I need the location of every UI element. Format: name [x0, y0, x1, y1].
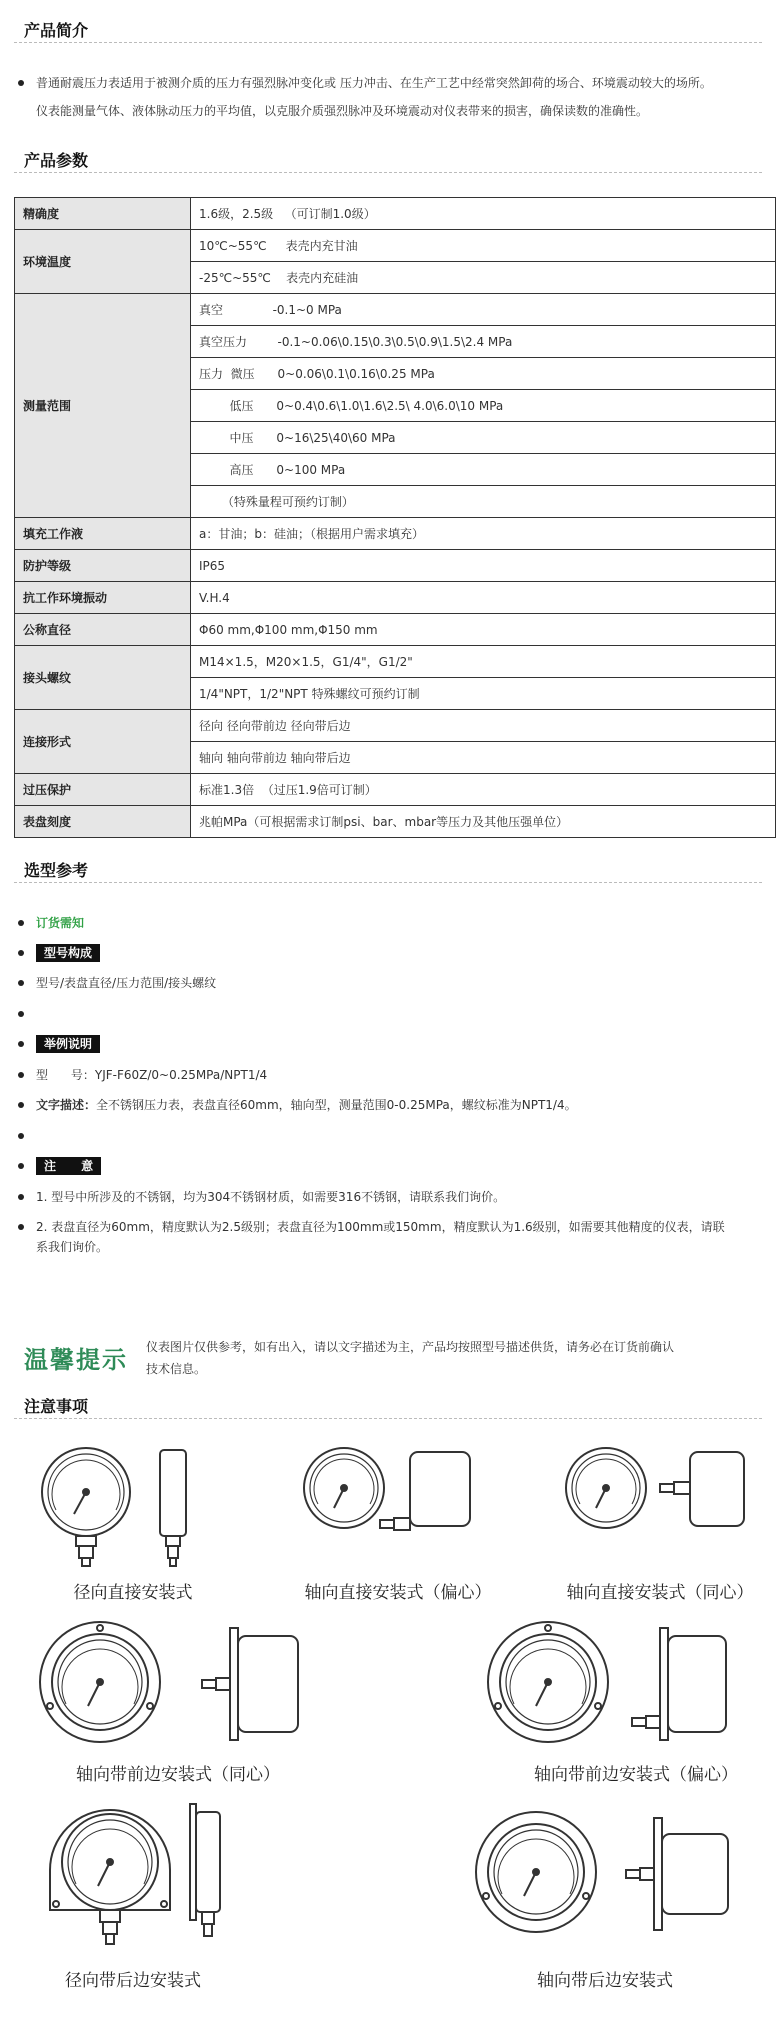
warm-tip — [14, 1330, 776, 1390]
bullet-icon — [18, 1224, 24, 1230]
param-value: IP65 — [191, 550, 776, 582]
intro-section-header — [14, 20, 762, 43]
table-row — [15, 806, 776, 838]
list-item — [18, 943, 758, 963]
table-row — [15, 294, 776, 326]
param-key: 表盘刻度 — [15, 806, 191, 838]
param-key: 接头螺纹 — [15, 646, 191, 710]
caption: 轴向直接安装式（偏心） — [304, 1583, 492, 1603]
param-value: 高压 0~100 MPa — [191, 454, 776, 486]
order-notice: 订货需知 — [36, 916, 85, 930]
caption: 轴向直接安装式（同心） — [566, 1583, 754, 1603]
params-title: 产品参数 — [24, 151, 89, 170]
caption: 轴向带后边安装式 — [537, 1971, 673, 1991]
param-value: 1.6级，2.5级 （可订制1.0级） — [191, 198, 776, 230]
model-label: 型号构成 — [36, 944, 100, 962]
bullet-icon — [18, 980, 24, 986]
example-label: 举例说明 — [36, 1035, 100, 1053]
list-item — [18, 1217, 758, 1257]
caption: 轴向带前边安装式（同心） — [76, 1765, 280, 1785]
note-2b: 系我们询价。 — [36, 1240, 109, 1254]
caption: 径向带后边安装式 — [65, 1971, 201, 1991]
selection-title: 选型参考 — [24, 861, 89, 880]
note-1: 1. 型号中所涉及的不锈钢，均为304不锈钢材质，如需要316不锈钢，请联系我们询价。 — [36, 1190, 506, 1204]
param-value: 真空压力 -0.1~0.06\0.15\0.3\0.5\0.9\1.5\2.4 MPa — [191, 326, 776, 358]
param-value: 标准1.3倍 （过压1.9倍可订制） — [191, 774, 776, 806]
param-key: 环境温度 — [15, 230, 191, 294]
bullet-icon — [18, 1011, 24, 1017]
notes-section-header — [14, 1396, 762, 1419]
note-2a: 2. 表盘直径为60mm，精度默认为2.5级别；表盘直径为100mm或150mm，精度默认为1.6级别，如需要其他精度的仪表，请联 — [36, 1220, 725, 1234]
table-row — [15, 710, 776, 742]
table-row — [15, 518, 776, 550]
table-row — [15, 198, 776, 230]
params-section-header — [14, 150, 762, 173]
model-text: 型号/表盘直径/压力范围/接头螺纹 — [36, 976, 217, 990]
param-value: 轴向 轴向带前边 轴向带后边 — [191, 742, 776, 774]
param-value: -25℃~55℃ 表壳内充硅油 — [191, 262, 776, 294]
warm-tip-line-1: 仪表图片仅供参考，如有出入，请以文字描述为主，产品均按照型号描述供货，请务必在订货前确认 — [146, 1340, 675, 1354]
notes-title: 注意事项 — [24, 1397, 89, 1416]
param-value: 径向 径向带前边 径向带后边 — [191, 710, 776, 742]
bullet-icon — [18, 1041, 24, 1047]
bullet-icon — [18, 1102, 24, 1108]
table-row — [15, 774, 776, 806]
note-label: 注 意 — [36, 1157, 101, 1175]
param-value: 压力 微压 0~0.06\0.1\0.16\0.25 MPa — [191, 358, 776, 390]
bullet-icon — [18, 1163, 24, 1169]
example-desc-label: 文字描述： — [36, 1098, 97, 1112]
warm-tip-title: 温馨提示 — [24, 1346, 128, 1374]
param-key: 测量范围 — [15, 294, 191, 518]
axial-front-flange-eccentric-diagram — [478, 1620, 738, 1750]
list-item — [18, 913, 758, 933]
table-row — [15, 646, 776, 678]
bullet-icon — [18, 950, 24, 956]
axial-direct-concentric-diagram — [560, 1440, 750, 1560]
bullet-icon — [18, 920, 24, 926]
table-row — [15, 582, 776, 614]
param-value: a：甘油；b：硅油；（根据用户需求填充） — [191, 518, 776, 550]
param-value: 低压 0~0.4\0.6\1.0\1.6\2.5\ 4.0\6.0\10 MPa — [191, 390, 776, 422]
bullet-icon — [18, 1194, 24, 1200]
param-key: 精确度 — [15, 198, 191, 230]
bullet-icon — [18, 1133, 24, 1139]
param-key: 连接形式 — [15, 710, 191, 774]
intro-line-2: 仪表能测量气体、液体脉动压力的平均值，以克服介质强烈脉冲及环境震动对仪表带来的损害，确保读数的准确性。 — [36, 104, 649, 118]
table-row — [15, 550, 776, 582]
example-model: 型 号：YJF-F60Z/0~0.25MPa/NPT1/4 — [36, 1068, 268, 1082]
list-item — [18, 1095, 758, 1115]
caption: 轴向带前边安装式（偏心） — [534, 1765, 738, 1785]
table-row — [15, 230, 776, 262]
param-value: Φ60 mm,Φ100 mm,Φ150 mm — [191, 614, 776, 646]
bullet-icon — [18, 1072, 24, 1078]
table-row — [15, 614, 776, 646]
param-key: 填充工作液 — [15, 518, 191, 550]
param-value: M14×1.5，M20×1.5，G1/4"，G1/2" — [191, 646, 776, 678]
intro-line-1: 普通耐震压力表适用于被测介质的压力有强烈脉冲变化或 压力冲击、在生产工艺中经常突然卸荷的场合、环境震动较大的场所。 — [36, 76, 712, 90]
list-item — [18, 1065, 758, 1085]
param-value: 10℃~55℃ 表壳内充甘油 — [191, 230, 776, 262]
list-item — [18, 1034, 758, 1054]
param-value: 真空 -0.1~0 MPa — [191, 294, 776, 326]
axial-direct-eccentric-diagram — [298, 1440, 488, 1560]
intro-paragraph — [18, 73, 758, 121]
axial-front-flange-concentric-diagram — [30, 1620, 310, 1750]
radial-rear-flange-diagram — [36, 1800, 256, 1950]
axial-rear-flange-diagram — [472, 1810, 742, 1940]
param-value: 兆帕MPa（可根据需求订制psi、bar、mbar等压力及其他压强单位） — [191, 806, 776, 838]
list-item — [18, 1156, 758, 1176]
example-desc: 全不锈钢压力表，表盘直径60mm，轴向型，测量范围0-0.25MPa，螺纹标准为NPT1/4。 — [96, 1098, 577, 1112]
param-key: 抗工作环境振动 — [15, 582, 191, 614]
param-value: （特殊量程可预约订制） — [191, 486, 776, 518]
selection-section-header — [14, 860, 762, 883]
param-value: 1/4"NPT，1/2"NPT 特殊螺纹可预约订制 — [191, 678, 776, 710]
param-key: 过压保护 — [15, 774, 191, 806]
bullet-icon — [18, 80, 24, 86]
caption: 径向直接安装式 — [73, 1583, 193, 1603]
warm-tip-text — [146, 1336, 776, 1380]
params-table — [14, 197, 776, 838]
param-value: 中压 0~16\25\40\60 MPa — [191, 422, 776, 454]
intro-title: 产品简介 — [24, 21, 89, 40]
list-item — [18, 1187, 758, 1207]
param-key: 防护等级 — [15, 550, 191, 582]
radial-direct-diagram — [30, 1440, 220, 1570]
param-key: 公称直径 — [15, 614, 191, 646]
warm-tip-line-2: 技术信息。 — [146, 1362, 207, 1376]
list-item — [18, 973, 758, 993]
param-value: V.H.4 — [191, 582, 776, 614]
